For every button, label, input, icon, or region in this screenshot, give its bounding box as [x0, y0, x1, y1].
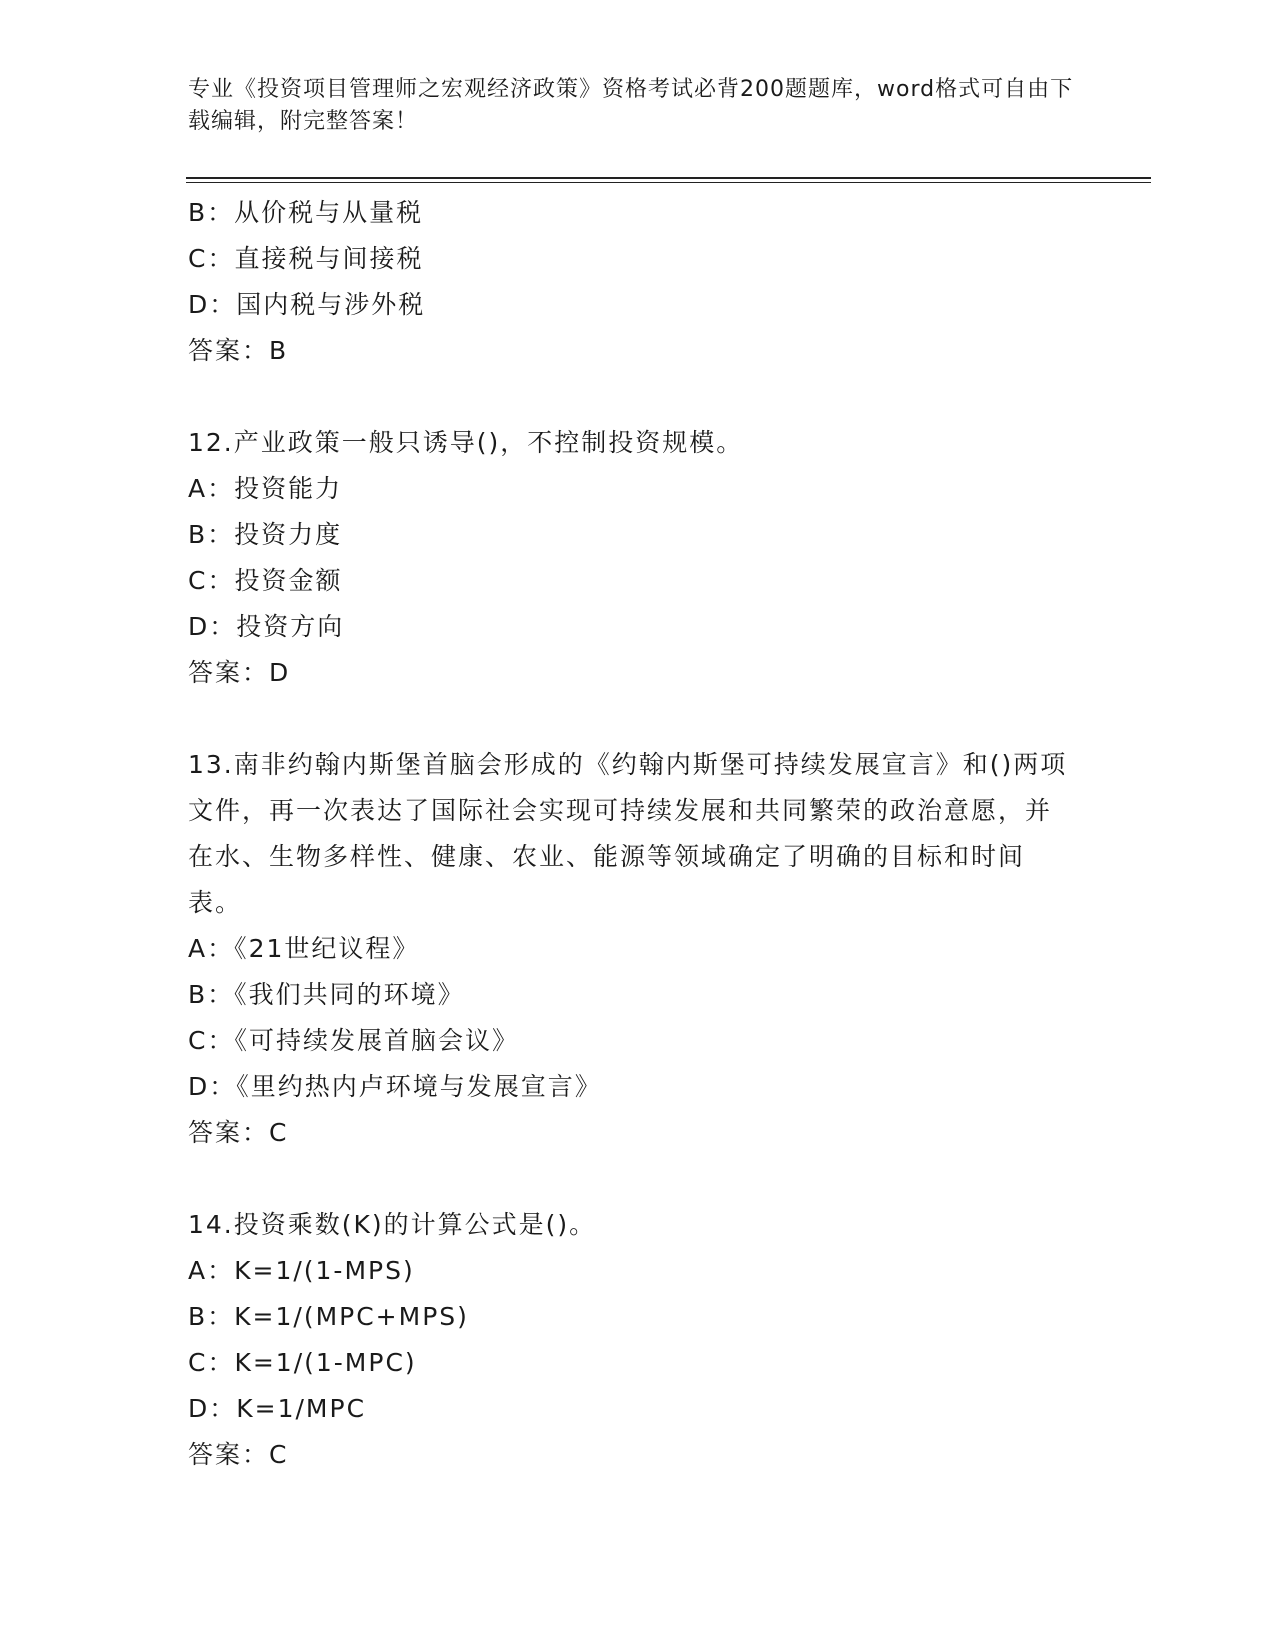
option-a: A：《21世纪议程》 [188, 934, 420, 963]
option-b: B：投资力度 [188, 520, 343, 549]
question-text: 12.产业政策一般只诱导()，不控制投资规模。 [188, 428, 744, 457]
spacer [188, 696, 1088, 742]
option-a: A：投资能力 [188, 474, 343, 503]
option-a: A：K=1/(1-MPS) [188, 1256, 415, 1285]
question-block-12 [188, 420, 1088, 696]
option-d: D：国内税与涉外税 [188, 290, 426, 319]
question-block-13 [188, 742, 1088, 1156]
option-b: B：《我们共同的环境》 [188, 980, 465, 1009]
answer-line: 答案：C [188, 1440, 289, 1469]
answer-line: 答案：C [188, 1118, 289, 1147]
header-rule-thin [186, 182, 1151, 183]
option-c: C：直接税与间接税 [188, 244, 424, 273]
option-b: B：从价税与从量税 [188, 198, 424, 227]
option-b: B：K=1/(MPC+MPS) [188, 1302, 469, 1331]
header-rule-thick [186, 177, 1151, 179]
question-text: 14.投资乘数(K)的计算公式是()。 [188, 1210, 597, 1239]
option-c: C：投资金额 [188, 566, 343, 595]
option-d: D：《里约热内卢环境与发展宣言》 [188, 1072, 602, 1101]
option-d: D：投资方向 [188, 612, 345, 641]
option-c: C：《可持续发展首脑会议》 [188, 1026, 519, 1055]
page-header: 专业《投资项目管理师之宏观经济政策》资格考试必背200题题库，word格式可自由下载编辑，附完整答案！ [188, 77, 1074, 134]
spacer [188, 1156, 1088, 1202]
prev-question-block [188, 190, 1088, 374]
option-c: C：K=1/(1-MPC) [188, 1348, 417, 1377]
question-content [188, 190, 1088, 1478]
option-d: D：K=1/MPC [188, 1394, 367, 1423]
question-text: 13.南非约翰内斯堡首脑会形成的《约翰内斯堡可持续发展宣言》和()两项文件，再一次表达了国际社会实现可持续发展和共同繁荣的政治意愿，并在水、生物多样性、健康、农业、能源等领域确定了明确的目标和时间表。 [188, 750, 1068, 917]
question-block-14 [188, 1202, 1088, 1478]
answer-line: 答案：D [188, 658, 291, 687]
spacer [188, 374, 1088, 420]
answer-line: 答案：B [188, 336, 289, 365]
